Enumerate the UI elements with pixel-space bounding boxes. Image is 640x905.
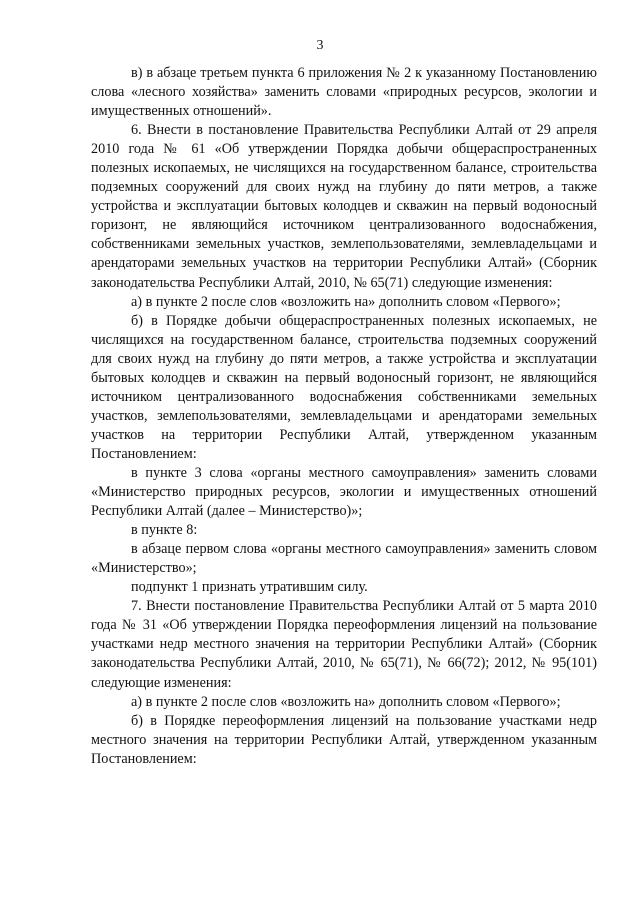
paragraph-item-6-a: а) в пункте 2 после слов «возложить на» дополнить словом «Первого»;: [131, 293, 561, 310]
document-body: [91, 64, 597, 769]
paragraph-point-8: в пункте 8:: [131, 522, 198, 539]
paragraph-item-6-b: б) в Порядке добычи общераспространенных полезных ископаемых, не числящихся на государственном балансе, строительства подземных сооружений для своих нужд на глубину до пяти метров, а также устройства и эксплуатации бытовых колодцев и скважин на первый водоносный горизонт, не являющийся источником централизованного водоснабжения собственниками земельных участков, землепользователями, землевладельцами и арендаторами земельных участков на территории Республики Алтай, утвержденном указанным Постановлением:: [91, 312, 597, 462]
paragraph-item-7-a: а) в пункте 2 после слов «возложить на» дополнить словом «Первого»;: [131, 693, 561, 710]
paragraph-item-7: 7. Внести постановление Правительства Республики Алтай от 5 марта 2010 года № 31 «Об утверждении Порядка переоформления лицензий на пользование участками недр местного значения на территории Республики Алтай» (Сборник законодательства Республики Алтай, 2010, № 65(71), № 66(72); 2012, № 95(101) следующие изменения:: [91, 598, 597, 691]
paragraph-subpoint-1: подпункт 1 признать утратившим силу.: [131, 579, 368, 596]
paragraph-point-8-first: в абзаце первом слова «органы местного самоуправления» заменить словом «Министерство»;: [91, 541, 597, 577]
paragraph-amendment-v: в) в абзаце третьем пункта 6 приложения № 2 к указанному Постановлению слова «лесного хозяйства» заменить словами «природных ресурсов, экологии и имущественных отношений».: [91, 65, 597, 120]
paragraph-item-7-b: б) в Порядке переоформления лицензий на пользование участками недр местного значения на территории Республики Алтай, утвержденном указанным Постановлением:: [91, 712, 597, 767]
paragraph-point-3: в пункте 3 слова «органы местного самоуправления» заменить словами «Министерство природных ресурсов, экологии и имущественных отношений Республики Алтай (далее – Министерство)»;: [91, 464, 597, 520]
page-number: 3: [316, 38, 324, 53]
paragraph-item-6: 6. Внести в постановление Правительства Республики Алтай от 29 апреля 2010 года № 61 «Об утверждении Порядка добычи общераспространенных полезных ископаемых, не числящихся на государственном балансе, строительства подземных сооружений для своих нужд на глубину до пяти метров, а также устройства и эксплуатации бытовых колодцев и скважин на первый водоносный горизонт, не являющийся источником централизованного водоснабжения, собственниками земельных участков, землепользователями, землевладельцами и арендаторами земельных участков на территории Республики Алтай» (Сборник законодательства Республики Алтай, 2010, № 65(71) следующие изменения:: [91, 122, 597, 291]
